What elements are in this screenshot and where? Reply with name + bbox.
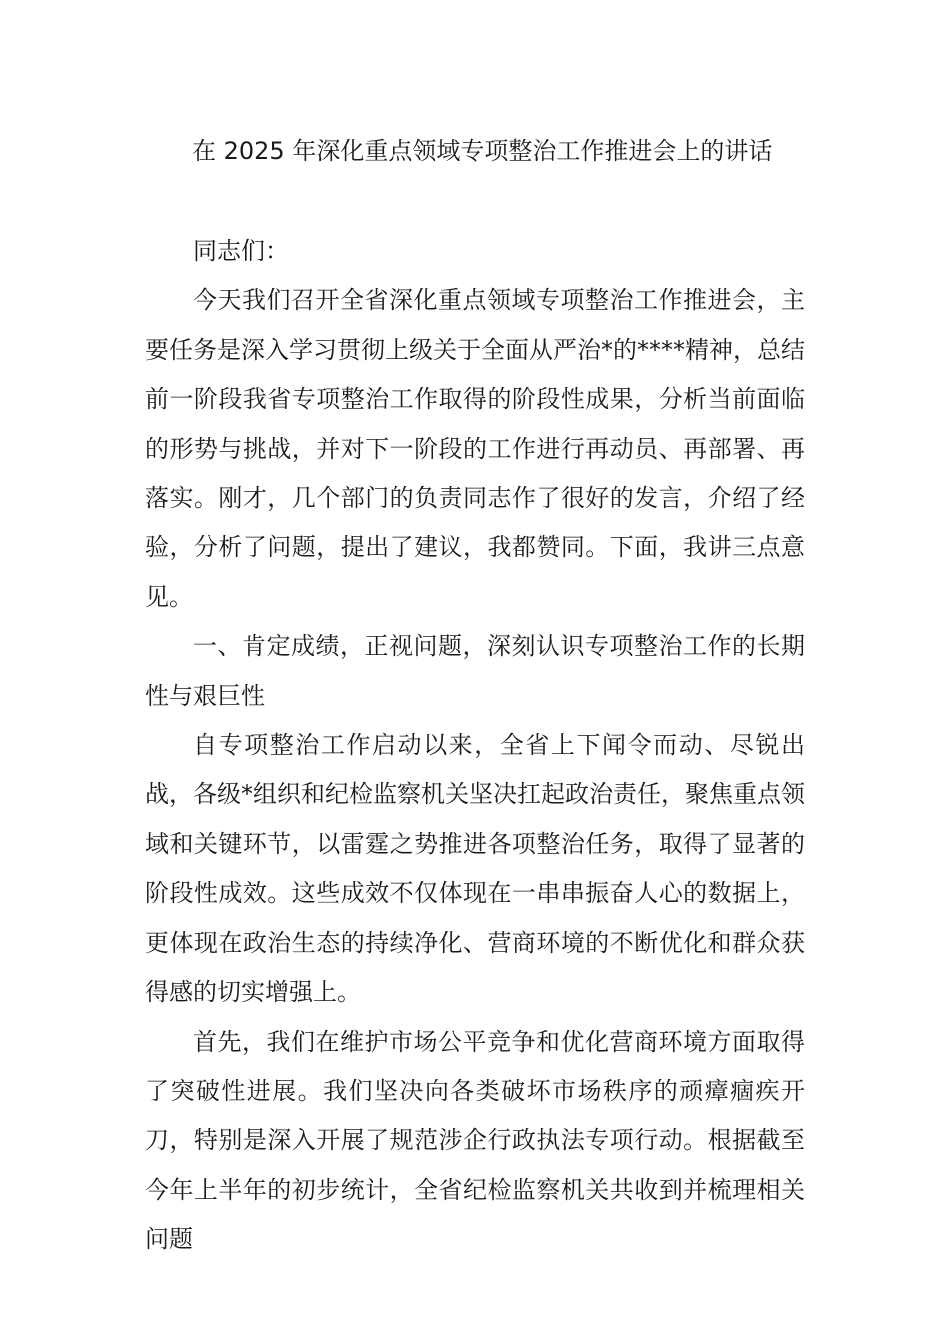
document-body	[145, 227, 805, 1265]
section-heading: 一、肯定成绩，正视问题，深刻认识专项整治工作的长期性与艰巨性	[145, 632, 805, 710]
salutation-paragraph: 同志们：	[193, 237, 289, 265]
intro-paragraph: 今天我们召开全省深化重点领域专项整治工作推进会，主要任务是深入学习贯彻上级关于全面从严治*的****精神，总结前一阶段我省专项整治工作取得的阶段性成果，分析当前面临的形势与挑战，并对下一阶段的工作进行再动员、再部署、再落实。刚才，几个部门的负责同志作了很好的发言，介绍了经验，分析了问题，提出了建议，我都赞同。下面，我讲三点意见。	[145, 286, 805, 611]
body-paragraph: 首先，我们在维护市场公平竞争和优化营商环境方面取得了突破性进展。我们坚决向各类破坏市场秩序的顽瘴痼疾开刀，特别是深入开展了规范涉企行政执法专项行动。根据截至今年上半年的初步统计，全省纪检监察机关共收到并梳理相关问题	[145, 1027, 805, 1254]
document-title: 在 2025 年深化重点领域专项整治工作推进会上的讲话	[192, 137, 773, 165]
body-paragraph: 自专项整治工作启动以来，全省上下闻令而动、尽锐出战，各级*组织和纪检监察机关坚决扛起政治责任，聚焦重点领域和关键环节，以雷霆之势推进各项整治任务，取得了显著的阶段性成效。这些成效不仅体现在一串串振奋人心的数据上，更体现在政治生态的持续净化、营商环境的不断优化和群众获得感的切实增强上。	[145, 731, 805, 1007]
